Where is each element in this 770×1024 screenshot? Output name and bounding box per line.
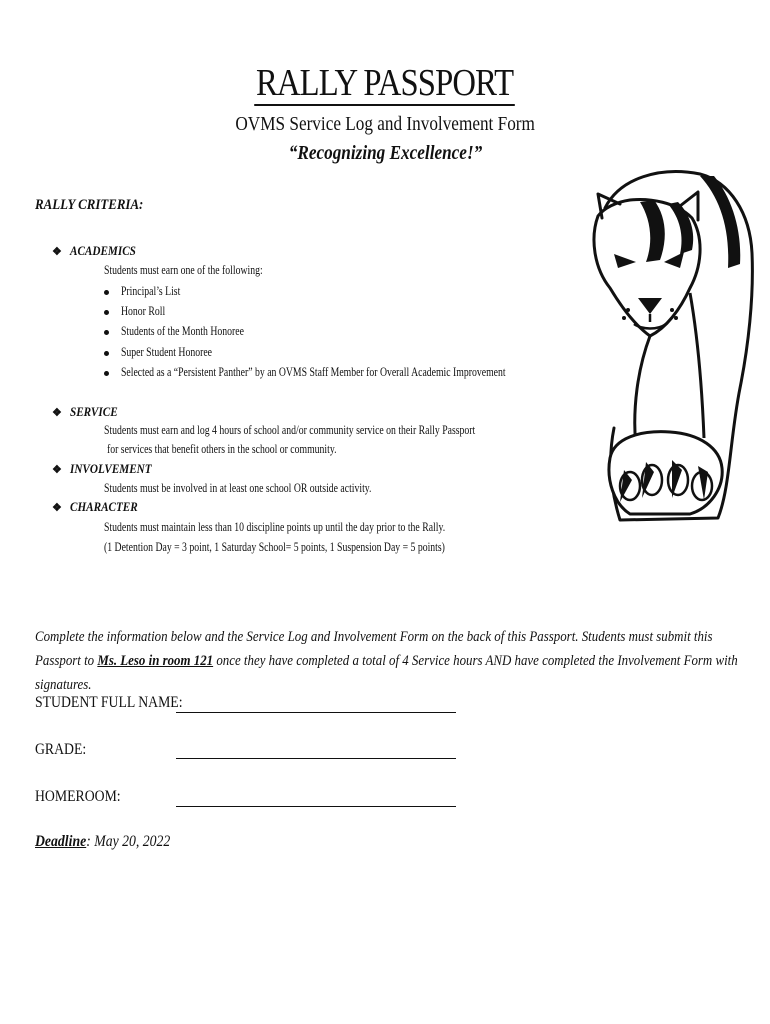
diamond-bullet-icon: ❖ [52, 464, 62, 476]
character-line-1: Students must maintain less than 10 discipline points up until the day prior to the Rally. [104, 520, 446, 534]
list-item: Selected as a “Persistent Panther” by an OVMS Staff Member for Overall Academic Improvement [104, 365, 614, 380]
student-name-field[interactable] [176, 711, 456, 713]
homeroom-field[interactable] [176, 805, 456, 807]
involvement-line-1: Students must be involved in at least one school OR outside activity. [104, 481, 372, 495]
academics-intro: Students must earn one of the following: [104, 263, 263, 277]
bullet-dot-icon [104, 330, 109, 335]
student-name-label: STUDENT FULL NAME: [35, 694, 183, 711]
diamond-bullet-icon: ❖ [52, 502, 62, 514]
list-item: Honor Roll [104, 304, 178, 319]
homeroom-label: HOMEROOM: [35, 788, 121, 805]
diamond-bullet-icon: ❖ [52, 407, 62, 419]
service-line-2: for services that benefit others in the school or community. [107, 442, 337, 456]
page-title: RALLY PASSPORT [256, 62, 514, 104]
list-item: Super Student Honoree [104, 345, 238, 360]
character-line-2: (1 Detention Day = 3 point, 1 Saturday School= 5 points, 1 Suspension Day = 5 points) [104, 540, 445, 554]
bullet-dot-icon [104, 371, 109, 376]
diamond-bullet-icon: ❖ [52, 246, 62, 258]
grade-label: GRADE: [35, 741, 87, 758]
list-item: Students of the Month Honoree [104, 324, 279, 339]
section-involvement: ❖ INVOLVEMENT [52, 461, 152, 476]
panther-mascot-icon [580, 158, 760, 528]
contact-highlight: Ms. Leso in room 121 [97, 653, 214, 669]
form-tagline: “Recognizing Excellence!” [288, 142, 482, 164]
grade-field[interactable] [176, 757, 456, 759]
bullet-dot-icon [104, 290, 109, 295]
instructions-paragraph: Complete the information below and the Service Log and Involvement Form on the back of this Passport. Students must submit this Passport to Ms. Leso in room 121 once they have completed a total of 4 Service hours AND have completed the Involvement Form with signatures. [35, 629, 738, 693]
bullet-dot-icon [104, 310, 109, 315]
service-line-1: Students must earn and log 4 hours of school and/or community service on their Rally Passport [104, 423, 476, 437]
deadline: Deadline: May 20, 2022 [35, 833, 171, 850]
section-academics: ❖ ACADEMICS [52, 243, 136, 258]
criteria-heading: RALLY CRITERIA: [35, 197, 144, 213]
form-subtitle: OVMS Service Log and Involvement Form [235, 113, 535, 135]
section-character: ❖ CHARACTER [52, 499, 138, 514]
bullet-dot-icon [104, 351, 109, 356]
section-service: ❖ SERVICE [52, 404, 118, 419]
list-item: Principal’s List [104, 284, 197, 299]
